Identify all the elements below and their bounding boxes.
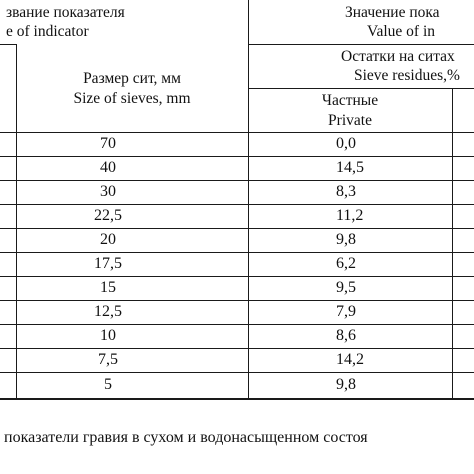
indicator-name-en: e of indicator [6, 23, 89, 40]
size-cell: 12,5 [94, 303, 122, 320]
private-cell: 14,2 [336, 351, 364, 368]
sieve-size-header-ru: Размер сит, мм [83, 70, 181, 87]
private-cell: 14,5 [336, 159, 364, 176]
size-cell: 15 [100, 279, 116, 296]
size-cell: 30 [100, 183, 116, 200]
private-cell: 6,2 [336, 255, 356, 272]
size-cell: 20 [100, 231, 116, 248]
private-cell: 7,9 [336, 303, 356, 320]
size-cell: 17,5 [94, 255, 122, 272]
private-cell: 11,2 [336, 207, 364, 224]
rule-header-top [248, 44, 474, 45]
sieve-size-header-en: Size of sieves, mm [73, 90, 191, 107]
private-header-en: Private [328, 112, 372, 129]
size-cell: 7,5 [98, 351, 118, 368]
size-cell: 10 [100, 327, 116, 344]
rule-residues-bottom [248, 88, 474, 89]
size-cell: 40 [100, 159, 116, 176]
table-caption: показатели гравия в сухом и водонасыщенном состоя [4, 429, 368, 446]
private-cell: 0,0 [336, 135, 356, 152]
value-header-ru: Значение пока [345, 4, 440, 21]
rule-vertical-right [452, 88, 453, 399]
value-header-en: Value of in [367, 23, 436, 40]
private-cell: 8,3 [336, 183, 356, 200]
private-cell: 8,6 [336, 327, 356, 344]
private-header-ru: Частные [321, 92, 379, 109]
rule-vertical-middle [248, 0, 249, 399]
residues-header-ru: Остатки на ситах [341, 48, 455, 65]
residues-header-en: Sieve residues,% [354, 67, 460, 84]
private-cell: 9,8 [336, 376, 356, 393]
rule-header-left [0, 44, 16, 45]
rule-table-bottom [0, 398, 474, 400]
private-cell: 9,8 [336, 231, 356, 248]
rule-row [0, 372, 474, 373]
size-cell: 22,5 [94, 207, 122, 224]
indicator-name-ru: звание показателя [6, 4, 125, 21]
private-cell: 9,5 [336, 279, 356, 296]
size-cell: 70 [100, 135, 116, 152]
size-cell: 5 [104, 376, 112, 393]
